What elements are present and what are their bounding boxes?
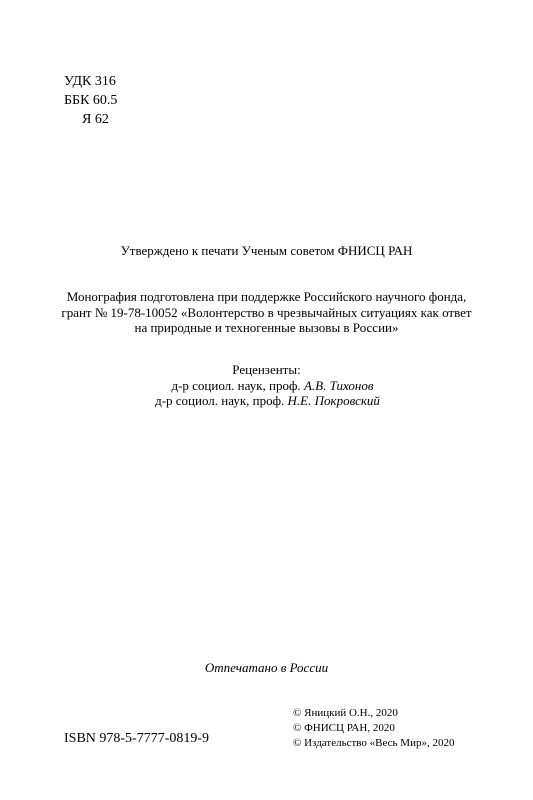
copyright-line: © Издательство «Весь Мир», 2020 <box>293 737 455 749</box>
copyright-block <box>293 706 454 751</box>
isbn-number: ISBN 978-5-7777-0819-9 <box>64 731 210 746</box>
grant-line-3: на природные и техногенные вызовы в России» <box>134 320 399 335</box>
grant-line-2: грант № 19-78-10052 «Волонтерство в чрезвычайных ситуациях как ответ <box>61 304 472 320</box>
author-mark: Я 62 <box>82 112 109 127</box>
bbk-code: ББК 60.5 <box>64 93 118 108</box>
printed-in-notice: Отпечатано в России <box>204 660 329 675</box>
grant-statement <box>0 289 533 336</box>
reviewer-item <box>0 378 533 394</box>
reviewer-name: А.В. Тихонов <box>303 377 374 393</box>
reviewer-title: д-р социол. наук, проф. <box>171 377 301 393</box>
copyright-line: © Яницкий О.Н., 2020 <box>293 707 398 719</box>
reviewers-block <box>0 362 533 409</box>
reviewer-name: Н.Е. Покровский <box>287 393 380 408</box>
reviewer-title: д-р социол. наук, проф. <box>155 393 285 408</box>
reviewers-heading: Рецензенты: <box>232 362 301 377</box>
grant-line-1: Монография подготовлена при поддержке Российского научного фонда, <box>66 289 467 304</box>
copyright-line: © ФНИСЦ РАН, 2020 <box>293 722 395 734</box>
approval-statement: Утверждено к печати Ученым советом ФНИСЦ РАН <box>120 243 413 258</box>
reviewer-item <box>0 393 533 409</box>
classification-block <box>64 72 117 129</box>
udk-code: УДК 316 <box>64 74 116 89</box>
